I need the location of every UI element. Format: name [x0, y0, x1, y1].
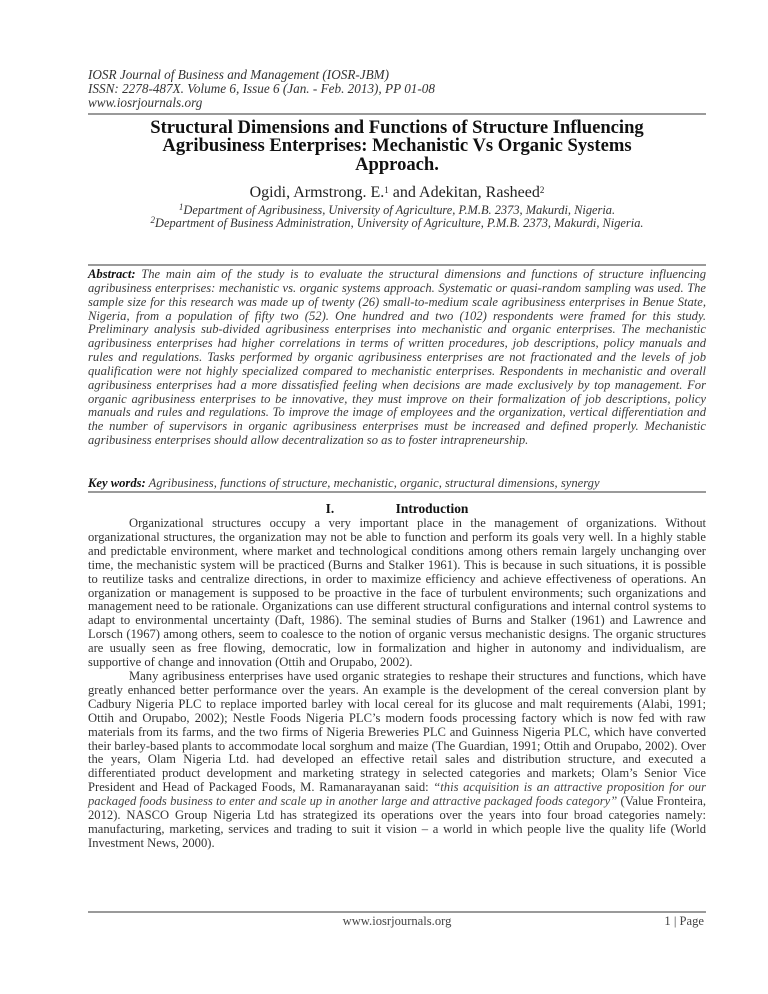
footer-website: www.iosrjournals.org [342, 914, 452, 928]
paragraph-1: Organizational structures occupy a very important place in the management of organizations. Without organizational structures, the organization may not be able to function and perform its goals very well. In a highly stable and predictable environment, where market and technological conditions among others remain largely unchanging over time, the mechanistic system will be practiced (Burns and Stalker 1961). This is because in such situations, it is possible to reutilize tasks and centralize directions, in order to maximize efficiency and achieve effectiveness of operations. An organization or management is supposed to be proactive in the face of turbulent environments; such organizations and management need to be rationale. Organizations can use different structural configurations and internal control systems to adapt to environmental uncertainty (Daft, 1986). The seminal studies of Burns and Stalker (1961) and Lawrence and Lorsch (1967) among others, seem to coalesce to the notion of organic versus mechanistic designs. The organic structures are usually seen as free flowing, democratic, low in formalization and higher in autonomy and individualism, are supportive of change and innovation (Ottih and Orupabo, 2002). [88, 516, 706, 670]
author-connector: and [388, 184, 420, 201]
paragraph-2-text-a: Many agribusiness enterprises have used organic strategies to reshape their structures and functions, which have greatly enhanced better performance over the years. An example is the development of the cereal conversion plant by Cadbury Nigeria PLC to replace imported barley with local cereal for its glucose and malt requirements (Alabi, 1991; Ottih and Orupabo, 2002); Nestle Foods Nigeria PLC’s modern foods processing factory which is now fed with raw materials from its farms, and the two firms of Nigeria Breweries PLC and Guinness Nigeria PLC, which have converted their barley-based plants to accommodate local sorghum and maize (The Guardian, 1991; Ottih and Orupabo, 2002). Over the years, Olam Nigeria Ltd. had developed an effective retail sales and distribution structure, and executed a differentiated product development and marketing strategy in selected categories and markets; Olam’s Senior Vice President and Head of Packaged Foods, M. Ramanarayanan said: [88, 668, 706, 795]
journal-name: IOSR Journal of Business and Management (IOSR-JBM) [88, 67, 390, 82]
section-number: I. [325, 501, 335, 516]
affiliation-2-mark: 2 [150, 215, 155, 225]
section-title: Introduction [395, 501, 469, 516]
author-2: Adekitan, Rasheed [419, 184, 540, 201]
author-1-affiliation-mark: 1 [384, 185, 389, 195]
header-rule [88, 113, 706, 115]
section-heading [88, 501, 706, 516]
paragraph-2-text-b: (Value Fronteira, 2012). NASCO Group Nigeria Ltd has strategized its operations over the years into four broad categories namely: manufacturing, marketing, services and trading to suit it vision – a world in which people live the quality life (World Investment News, 2000). [88, 794, 706, 850]
title-line-2: Agribusiness Enterprises: Mechanistic Vs Organic Systems [162, 135, 632, 157]
paragraph-2 [88, 670, 706, 851]
title-line-3: Approach. [355, 153, 439, 175]
body-text [88, 517, 706, 851]
page-number: 1 | Page [664, 914, 704, 928]
title-line-1: Structural Dimensions and Functions of Structure Influencing [150, 117, 644, 138]
paper-title [88, 119, 706, 174]
keywords-text: Agribusiness, functions of structure, mechanistic, organic, structural dimensions, synergy [145, 476, 600, 490]
affiliation-1-text: Department of Agribusiness, University of Agriculture, P.M.B. 2373, Makurdi, Nigeria. [183, 203, 616, 217]
affiliation-2-text: Department of Business Administration, University of Agriculture, P.M.B. 2373, Makurdi, Nigeria. [155, 216, 644, 230]
abstract-label: Abstract: [88, 267, 136, 281]
paragraph-2-quote: “this acquisition is an attractive proposition for our packaged foods business to enter and scale up in another large and attractive packaged foods category” [88, 780, 706, 809]
author-1: Ogidi, Armstrong. E. [249, 184, 385, 201]
abstract [88, 268, 706, 448]
footer-rule [88, 911, 706, 913]
affiliation-1-mark: 1 [178, 202, 184, 212]
affiliation-2 [88, 217, 706, 230]
abstract-bottom-rule [88, 491, 706, 493]
abstract-top-rule [88, 264, 706, 266]
keywords [88, 476, 706, 490]
keywords-label: Key words: [88, 476, 146, 490]
journal-website: www.iosrjournals.org [88, 95, 203, 110]
issn-line: ISSN: 2278-487X. Volume 6, Issue 6 (Jan. - Feb. 2013), PP 01-08 [88, 81, 435, 96]
author-list [88, 184, 706, 202]
author-2-affiliation-mark: 2 [539, 185, 545, 195]
abstract-text: The main aim of the study is to evaluate the structural dimensions and functions of structure influencing agribusiness enterprises: mechanistic vs. organic systems approach. Systematic or quasi-random sampling was used. The sample size for this research was made up of twenty (26) small-to-medium scale agribusiness enterprises in Benue State, Nigeria, from a population of fifty two (52). One hundred and two (102) respondents were framed for this study. Preliminary analysis sub-divided agribusiness enterprises into mechanistic and organic enterprises. The mechanistic agribusiness enterprises had higher correlations in terms of written procedures, job descriptions, policy manuals and rules and regulations. Tasks performed by organic agribusiness enterprises are not fractionated and the levels of job qualification were not highly specialized compared to mechanistic enterprises. Respondents in mechanistic and overall agribusiness enterprises had a more dissatisfied feeling when decisions are made exclusively by top management. For organic agribusiness enterprises to be innovative, they must improve on their formalization of job descriptions, policy manuals and rules and regulations. To improve the image of employees and the organization, vertical differentiation and the number of supervisors in organic agribusiness enterprises must be increased and defined properly. Mechanistic agribusiness enterprises should allow decentralization so as to foster intrapreneurship. [88, 267, 706, 448]
